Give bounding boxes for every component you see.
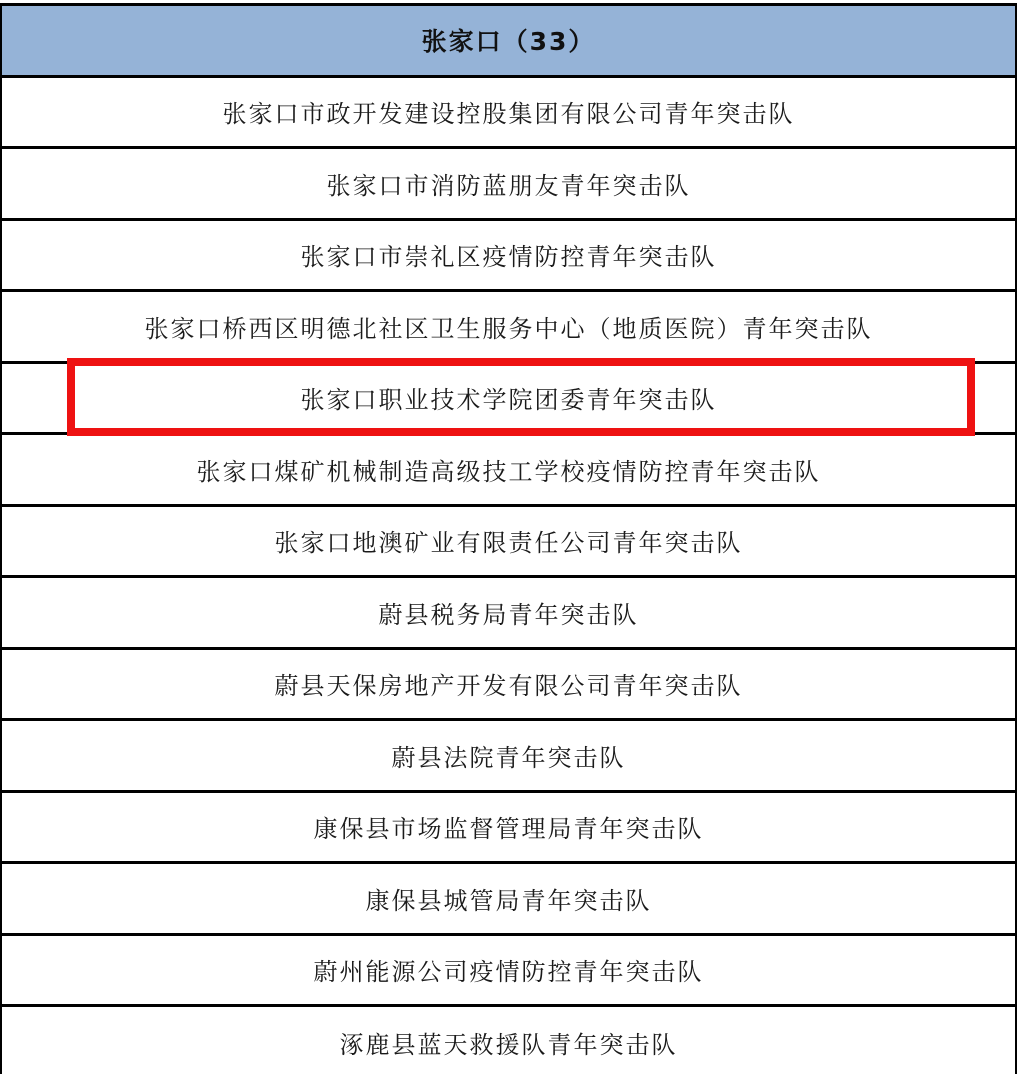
table-row	[2, 721, 1015, 793]
table-row	[2, 221, 1015, 293]
brigade-table	[0, 3, 1017, 1074]
table-row	[2, 578, 1015, 650]
table-row	[2, 864, 1015, 936]
table-row-text: 张家口煤矿机械制造高级技工学校疫情防控青年突击队	[196, 457, 821, 486]
table-row-text: 张家口市政开发建设控股集团有限公司青年突击队	[222, 100, 795, 129]
table-row-text: 蔚州能源公司疫情防控青年突击队	[313, 958, 704, 987]
table-row-text: 蔚县税务局青年突击队	[378, 600, 639, 629]
red-highlight-annotation	[67, 358, 975, 436]
table-row	[2, 292, 1015, 364]
table-row	[2, 936, 1015, 1008]
table-row-text: 张家口职业技术学院团委青年突击队	[300, 386, 717, 415]
table-row	[2, 149, 1015, 221]
table-row-text: 张家口市崇礼区疫情防控青年突击队	[300, 243, 717, 272]
table-row-text: 康保县城管局青年突击队	[365, 886, 652, 915]
table-row-text: 蔚县法院青年突击队	[391, 743, 626, 772]
table-row-text: 张家口地澳矿业有限责任公司青年突击队	[274, 529, 743, 558]
table-row	[2, 78, 1015, 150]
table-row	[2, 507, 1015, 579]
table-row	[2, 650, 1015, 722]
table-row	[2, 1007, 1015, 1074]
table-header-row	[2, 6, 1015, 78]
table-row	[2, 435, 1015, 507]
table-row-text: 蔚县天保房地产开发有限公司青年突击队	[274, 672, 743, 701]
table-row-text: 张家口市消防蓝朋友青年突击队	[326, 171, 691, 200]
table-row-text: 涿鹿县蓝天救援队青年突击队	[339, 1030, 678, 1059]
table-row	[2, 793, 1015, 865]
table-row-text: 康保县市场监督管理局青年突击队	[313, 815, 704, 844]
table-row-text: 张家口桥西区明德北社区卫生服务中心（地质医院）青年突击队	[144, 314, 873, 343]
table-header-label: 张家口（33）	[421, 27, 596, 57]
